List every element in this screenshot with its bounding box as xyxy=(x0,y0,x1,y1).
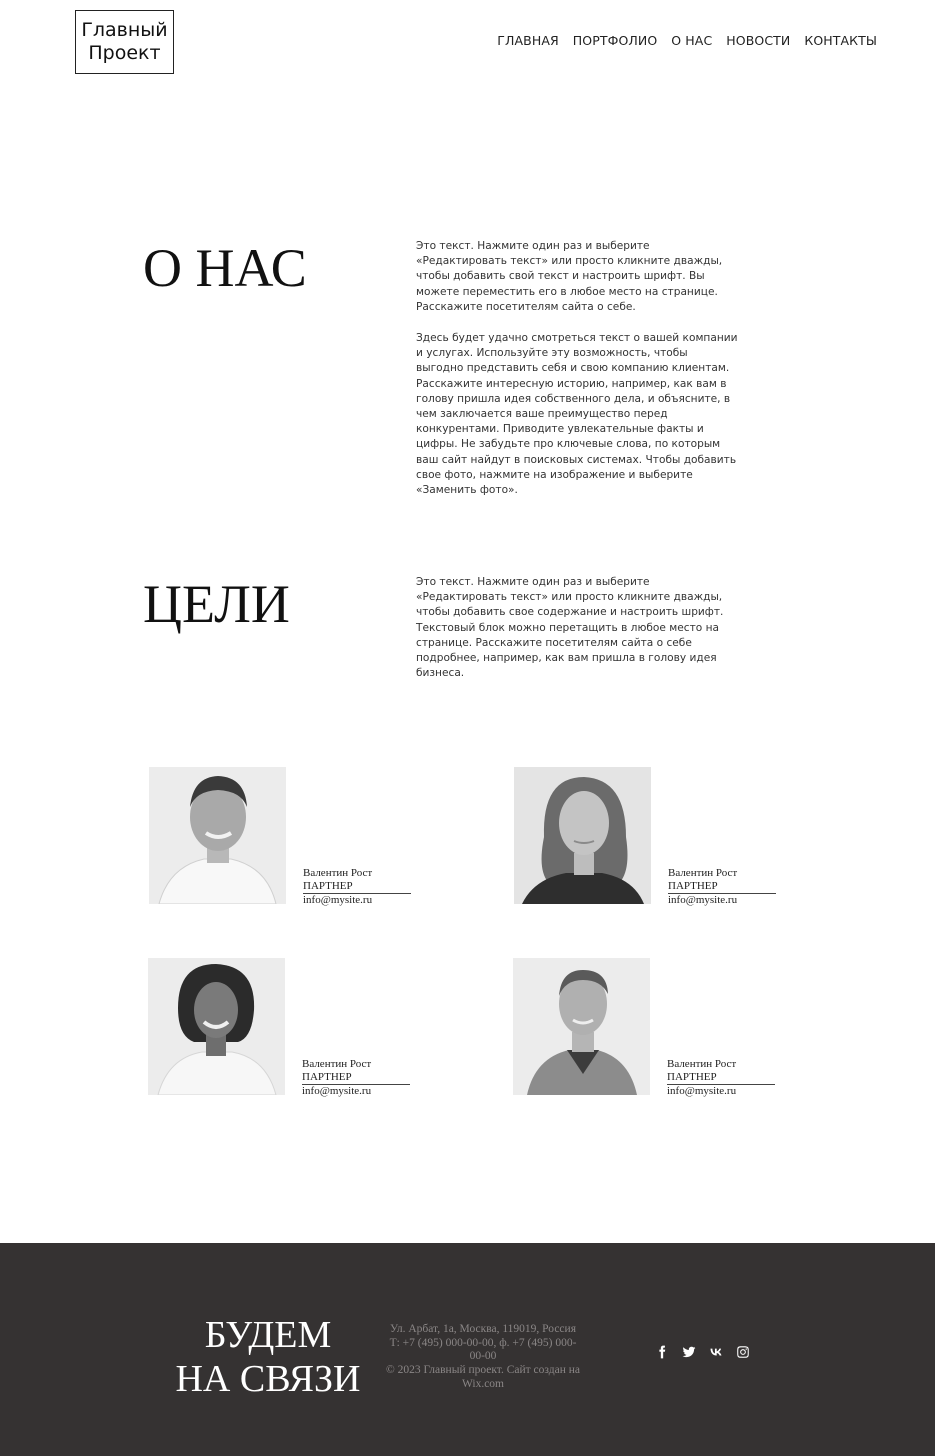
footer-copyright: © 2023 Главный проект. Сайт создан на Wix.com xyxy=(386,1364,580,1390)
team-member-name: Валентин Рост xyxy=(668,867,738,879)
footer-title-line-1: БУДЕМ xyxy=(204,1314,332,1356)
footer-phones: Т: +7 (495) 000-00-00, ф. +7 (495) 000-00-00 xyxy=(389,1336,577,1363)
team-member-role: ПАРТНЕР xyxy=(303,880,411,894)
team-member-role: ПАРТНЕР xyxy=(667,1071,775,1085)
team-member-photo xyxy=(148,958,285,1095)
footer-title xyxy=(165,1313,371,1401)
main-nav xyxy=(497,33,877,48)
team-member-role: ПАРТНЕР xyxy=(302,1071,410,1085)
team-member-card xyxy=(514,767,814,907)
logo-line-1: Главный xyxy=(81,19,168,41)
vk-icon[interactable] xyxy=(707,1343,724,1360)
team-member-email[interactable]: info@mysite.ru xyxy=(667,1084,737,1097)
goals-title: ЦЕЛИ xyxy=(143,574,290,634)
goals-paragraph: Это текст. Нажмите один раз и выберите «Редактировать текст» или просто кликните дважды, чтобы добавить свое содержание и настроить шрифт. Текстовый блок можно перетащить в любое место на странице. Расскажите посетителям сайта о себе подробнее, например, как вам пришла в голову идея бизнеса. xyxy=(416,576,724,680)
team-member-name: Валентин Рост xyxy=(303,867,373,879)
team-member-name: Валентин Рост xyxy=(302,1058,372,1070)
team-member-email[interactable]: info@mysite.ru xyxy=(303,893,373,906)
nav-item-portfolio[interactable]: ПОРТФОЛИО xyxy=(572,33,658,48)
team-member-role: ПАРТНЕР xyxy=(668,880,776,894)
site-footer xyxy=(0,1243,935,1456)
logo-line-2: Проект xyxy=(88,42,161,64)
about-paragraph-1: Это текст. Нажмите один раз и выберите «Редактировать текст» или просто кликните дважды, чтобы добавить свой текст и настроить шрифт. Вы можете переместить его в любое место на странице. Расскажите посетителям сайта о себе. xyxy=(416,240,723,313)
facebook-icon[interactable] xyxy=(653,1343,670,1360)
nav-item-about[interactable]: О НАС xyxy=(671,33,713,48)
team-member-photo xyxy=(149,767,286,904)
nav-item-home[interactable]: ГЛАВНАЯ xyxy=(497,33,559,48)
about-text xyxy=(416,239,738,498)
team-member-email[interactable]: info@mysite.ru xyxy=(302,1084,372,1097)
team-member-email[interactable]: info@mysite.ru xyxy=(668,893,738,906)
footer-title-line-2: НА СВЯЗИ xyxy=(175,1358,361,1400)
twitter-icon[interactable] xyxy=(680,1343,697,1360)
nav-item-news[interactable]: НОВОСТИ xyxy=(726,33,791,48)
team-member-card xyxy=(149,767,449,907)
team-member-info xyxy=(667,1058,775,1097)
about-paragraph-2: Здесь будет удачно смотреться текст о вашей компании и услугах. Используйте эту возможность, чтобы выгодно представить себя и свою компанию клиентам. Расскажите интересную историю, например, как вам в голову пришла идея собственного дела, и объясните, в чем заключается ваше преимущество перед конкурентами. Приводите увлекательные факты и цифры. Не забудьте про ключевые слова, по которым ваш сайт найдут в поисковых системах. Чтобы добавить свое фото, нажмите на изображение и выберите «Заменить фото». xyxy=(416,332,738,497)
goals-text xyxy=(416,575,738,681)
team-member-info xyxy=(302,1058,410,1097)
about-title: О НАС xyxy=(143,238,307,298)
site-logo[interactable] xyxy=(75,10,174,74)
social-bar xyxy=(653,1343,751,1360)
instagram-icon[interactable] xyxy=(734,1343,751,1360)
team-member-card xyxy=(148,958,448,1098)
team-member-info xyxy=(668,867,776,906)
footer-address: Ул. Арбат, 1а, Москва, 119019, Россия xyxy=(390,1323,576,1335)
team-member-photo xyxy=(514,767,651,904)
footer-contact-info xyxy=(383,1323,583,1392)
team-member-name: Валентин Рост xyxy=(667,1058,737,1070)
team-member-card xyxy=(513,958,813,1098)
nav-item-contacts[interactable]: КОНТАКТЫ xyxy=(804,33,877,48)
team-member-info xyxy=(303,867,411,906)
team-member-photo xyxy=(513,958,650,1095)
